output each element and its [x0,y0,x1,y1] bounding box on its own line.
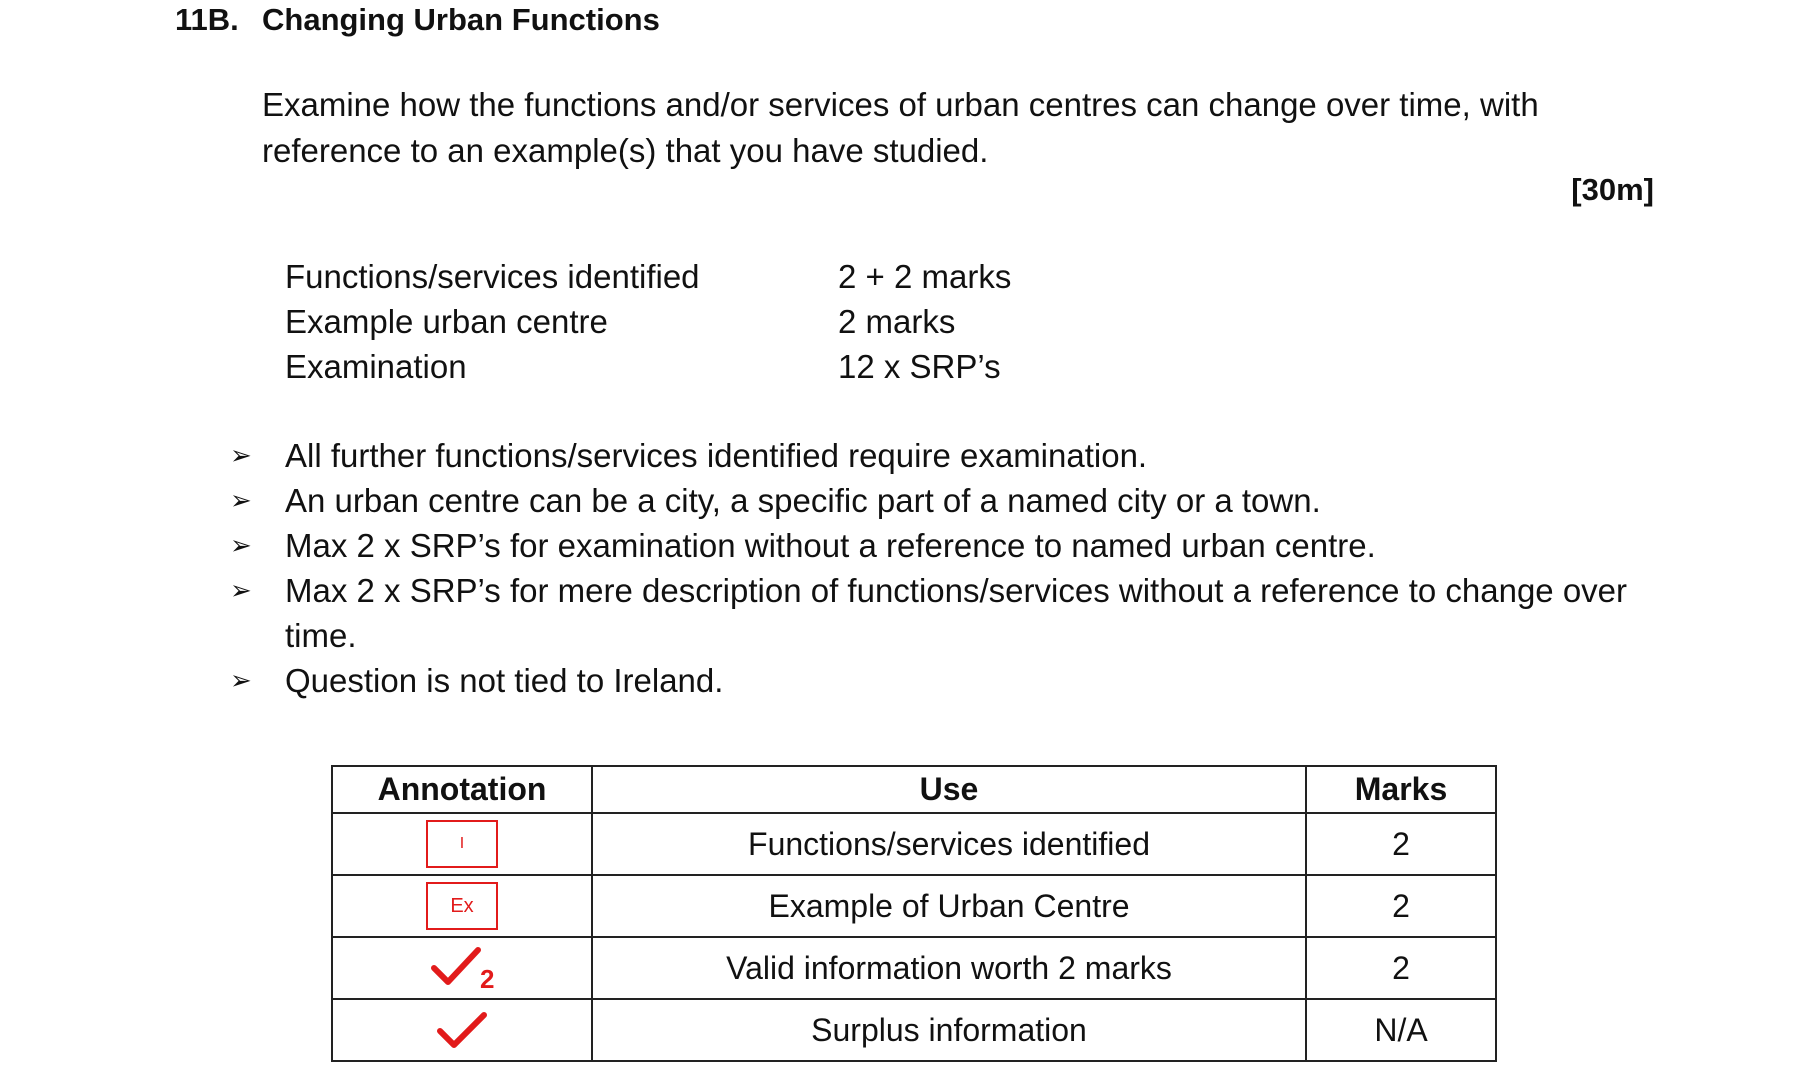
total-marks: [30m] [1571,172,1654,207]
allocation-label: Functions/services identified [285,258,700,295]
marking-note-text: An urban centre can be a city, a specific part of a named city or a town. [285,482,1321,519]
use-cell: Surplus information [592,999,1306,1061]
header-marks: Marks [1306,766,1496,813]
use-cell: Valid information worth 2 marks [592,937,1306,999]
allocation-value: 2 + 2 marks [838,258,1012,295]
identified-stamp-icon: I [426,820,498,868]
section-heading [175,2,660,38]
marking-note-text: Question is not tied to Ireland. [285,662,724,699]
annotation-cell [332,813,592,875]
annotation-cell [332,937,592,999]
allocation-label: Examination [285,348,467,385]
allocation-row [285,254,1011,299]
allocation-row [285,299,1011,344]
table-row [332,999,1496,1061]
marks-cell: N/A [1306,999,1496,1061]
annotation-cell [332,999,592,1061]
allocation-label: Example urban centre [285,303,608,340]
marks-cell: 2 [1306,937,1496,999]
arrow-bullet-icon: ➢ [230,665,252,695]
table-row [332,875,1496,937]
marking-note [230,523,1650,568]
marking-note [230,433,1650,478]
marking-note-text: Max 2 x SRP’s for examination without a reference to named urban centre. [285,527,1376,564]
marks-cell: 2 [1306,813,1496,875]
tick-2-number: 2 [480,964,495,992]
arrow-bullet-icon: ➢ [230,575,252,605]
arrow-bullet-icon: ➢ [230,530,252,560]
annotation-cell [332,875,592,937]
marking-note-text: Max 2 x SRP’s for mere description of functions/services without a reference to change over time. [285,572,1628,654]
marks-cell: 2 [1306,875,1496,937]
header-annotation: Annotation [332,766,592,813]
table-row [332,937,1496,999]
header-use: Use [592,766,1306,813]
example-stamp-icon: Ex [426,882,498,930]
question-text: Examine how the functions and/or services of urban centres can change over time, with reference to an example(s) that you have studied. [262,86,1539,169]
marking-notes [230,433,1650,703]
section-number: 11B. [175,2,239,37]
allocation-value: 12 x SRP’s [838,348,1001,385]
arrow-bullet-icon: ➢ [230,440,252,470]
use-cell: Example of Urban Centre [592,875,1306,937]
arrow-bullet-icon: ➢ [230,485,252,515]
section-title: Changing Urban Functions [262,2,660,37]
tick-icon [432,1007,492,1053]
annotation-table [331,765,1497,1062]
use-cell: Functions/services identified [592,813,1306,875]
table-header-row [332,766,1496,813]
allocation-row [285,344,1011,389]
marking-note-text: All further functions/services identified require examination. [285,437,1148,474]
table-row [332,813,1496,875]
marking-note [230,658,1650,703]
marking-note [230,568,1650,658]
allocation-value: 2 marks [838,303,956,340]
tick-2-icon [428,944,496,992]
mark-allocation [285,254,1011,389]
marking-note [230,478,1650,523]
